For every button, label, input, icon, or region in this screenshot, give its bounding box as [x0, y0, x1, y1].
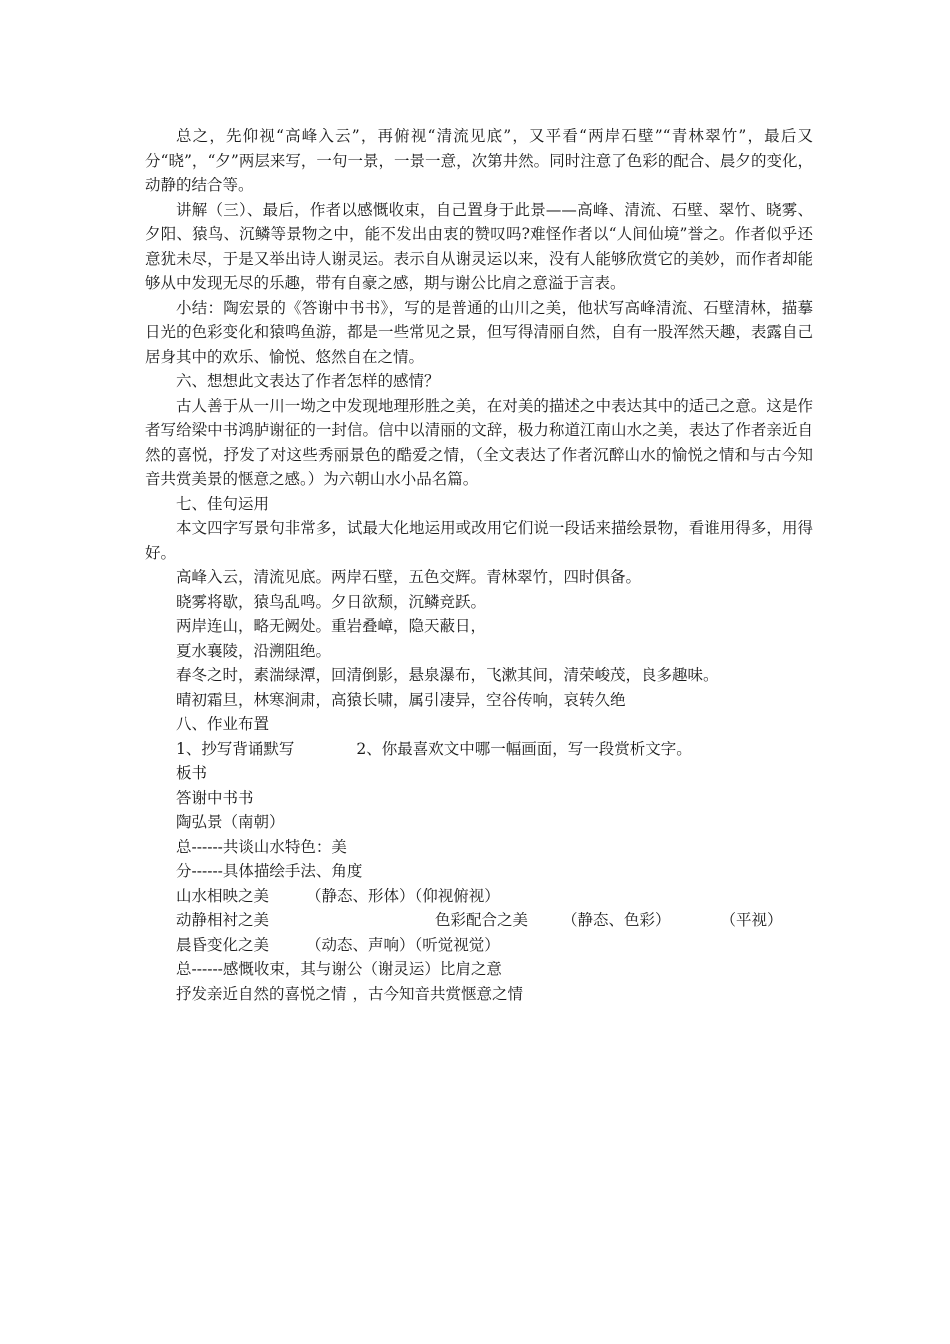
quote-line-2: 晓雾将歇，猿鸟乱鸣。夕日欲颓，沉鳞竞跃。 — [176, 592, 487, 611]
homework-item-2: 2、你最喜欢文中哪一幅画面，写一段赏析文字。 — [356, 739, 692, 758]
board-title: 答谢中书书 — [176, 788, 254, 807]
homework-item-1: 1、抄写背诵默写 — [176, 739, 295, 758]
board-detail: 分------具体描绘手法、角度 — [176, 862, 363, 880]
quote-line-5: 春冬之时，素湍绿潭，回清倒影，悬泉瀑布，飞漱其间，清荣峻茂，良多趣味。 — [176, 666, 719, 684]
board-beauty-1 — [145, 884, 813, 909]
paragraph-emotion: 古人善于从一川一坳之中发现地理形胜之美，在对美的描述之中表达其中的适己之意。这是作者写给梁中书鸿胪谢征的一封信。信中以清丽的文辞，极力称道江南山水之美，表达了作者亲近自然的喜悦，抒发了对这些秀丽景色的酷爱之情，（全文表达了作者沉醉山水的愉悦之情和与古今知音共赏美景的惬意之感。）为六朝山水小品名篇。 — [145, 396, 813, 488]
quote-line-6: 晴初霜旦，林寒涧肃，高猿长啸，属引凄异，空谷传响，哀转久绝 — [176, 690, 626, 709]
beauty-1-aspect: （静态、形体）（仰视俯视） — [306, 886, 500, 905]
section-heading-6: 六、想想此文表达了作者怎样的感情？ — [176, 372, 440, 390]
beauty-4-name: 晨昏变化之美 — [176, 935, 270, 954]
paragraph-conclusion: 小结：陶宏景的《答谢中书书》，写的是普通的山川之美，他状写高峰清流、石壁清林，描摹日光的色彩变化和猿鸣鱼游，都是一些常见之景，但写得清丽自然，自有一股浑然天趣，表露自己居身其中的欢乐、愉悦、悠然自在之情。 — [145, 298, 813, 366]
emotion-2: ，古今知音共赏惬意之情 — [352, 984, 524, 1003]
board-label: 板书 — [176, 764, 208, 782]
paragraph-summary: 总之，先仰视“高峰入云”，再俯视“清流见底”，又平看“两岸石壁”“青林翠竹”，最后又分“晓”，“夕”两层来写，一句一景，一景一意，次第井然。同时注意了色彩的配合、晨夕的变化，动静的结合等。 — [145, 127, 813, 194]
board-conclusion: 总------感慨收束，其与谢公（谢灵运）比肩之意 — [176, 960, 502, 978]
board-beauty-4 — [145, 933, 813, 958]
emotion-1: 抒发亲近自然的喜悦之情 — [176, 984, 347, 1003]
section-heading-7: 七、佳句运用 — [176, 494, 270, 513]
paragraph-explanation-3: 讲解（三）、最后，作者以感慨收束，自己置身于此景——高峰、清流、石壁、翠竹、晓雾、夕阳、猿鸟、沉鳞等景物之中，能不发出由衷的赞叹吗?难怪作者以“人间仙境”誉之。作者似乎还意犹未尽，于是又举出诗人谢灵运。表示自从谢灵运以来，没有人能够欣赏它的美妙，而作者却能够从中发现无尽的乐趣，带有自豪之感，期与谢公比肩之意溢于言表。 — [145, 200, 813, 292]
quote-line-1: 高峰入云，清流见底。两岸石壁，五色交辉。青林翠竹，四时俱备。 — [176, 568, 642, 586]
beauty-3-name: 色彩配合之美 — [435, 911, 529, 929]
beauty-1-name: 山水相映之美 — [176, 886, 270, 905]
paragraph-usage: 本文四字写景句非常多，试最大化地运用或改用它们说一段话来描绘景物，看谁用得多，用得好。 — [145, 519, 813, 562]
section-heading-8: 八、作业布置 — [176, 715, 270, 733]
board-author: 陶弘景（南朝） — [176, 813, 285, 831]
beauty-4-aspect: （动态、声响）（听觉视觉） — [306, 935, 500, 954]
homework-items — [145, 737, 813, 762]
quote-line-3: 两岸连山，略无阙处。重岩叠嶂，隐天蔽日， — [176, 617, 487, 635]
board-summary: 总------共谈山水特色：美 — [176, 837, 347, 856]
quote-line-4: 夏水襄陵，沿溯阻绝。 — [176, 641, 332, 660]
board-beauty-2-3 — [145, 908, 813, 933]
beauty-2-name: 动静相衬之美 — [176, 911, 270, 929]
board-emotion — [145, 982, 813, 1007]
beauty-3-view: （平视） — [720, 911, 783, 929]
document-page — [145, 124, 813, 1006]
beauty-3-aspect: （静态、色彩） — [562, 911, 671, 929]
